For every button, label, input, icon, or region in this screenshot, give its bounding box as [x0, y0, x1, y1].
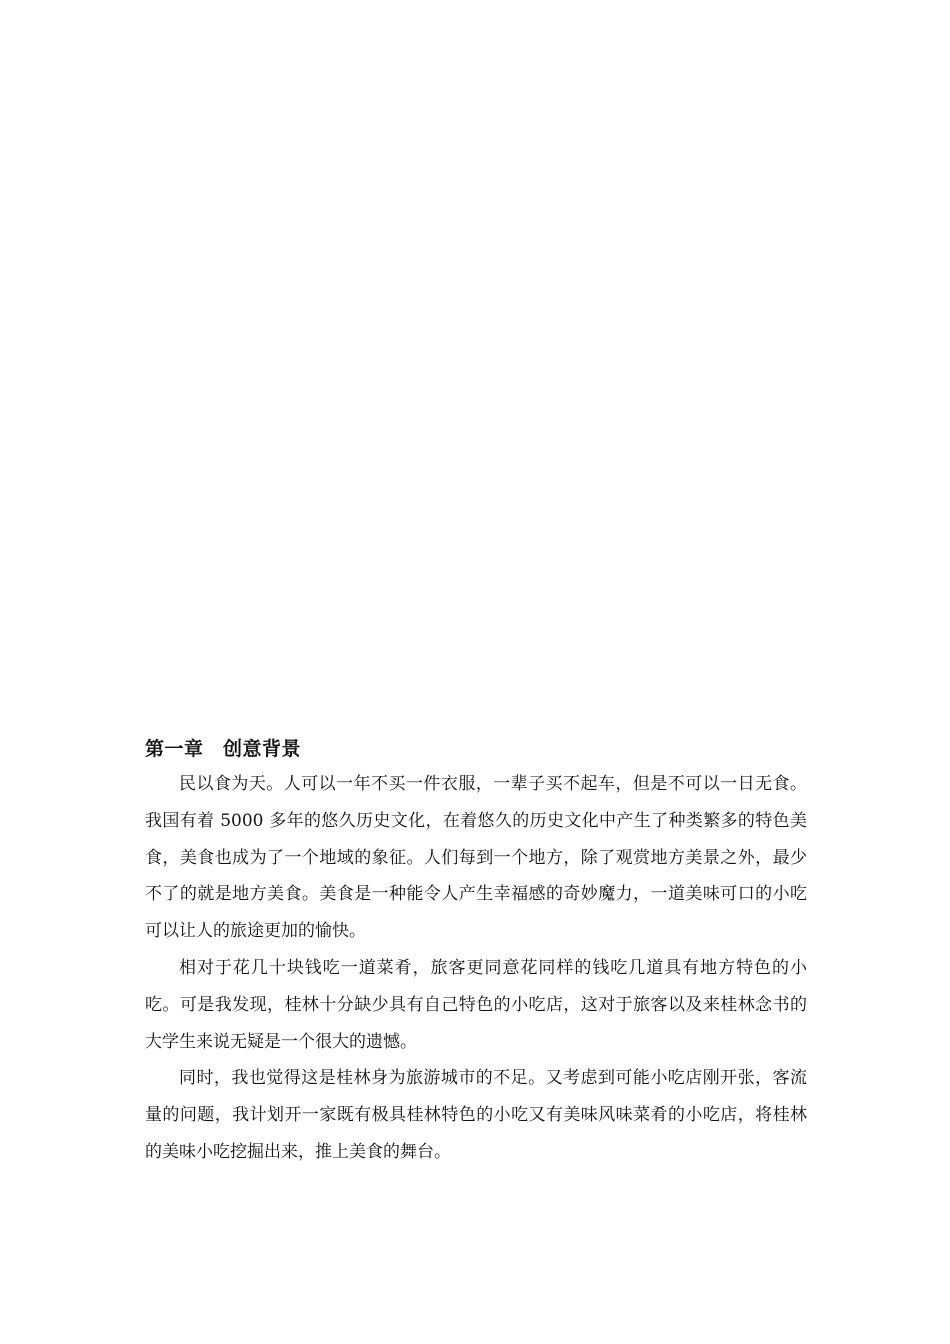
paragraph-1: 民以食为天。人可以一年不买一件衣服，一辈子买不起车，但是不可以一日无食。我国有着 5000 多年的悠久历史文化，在着悠久的历史文化中产生了种类繁多的特色美食，美食也成为了一个地域的象征。人们每到一个地方，除了观赏地方美景之外，最少不了的就是地方美食。美食是一种能令人产生幸福感的奇妙魔力，一道美味可口的小吃可以让人的旅途更加的愉快。 — [145, 774, 807, 942]
paragraph-3: 同时，我也觉得这是桂林身为旅游城市的不足。又考虑到可能小吃店刚开张，客流量的问题，我计划开一家既有极具桂林特色的小吃又有美味风味菜肴的小吃店，将桂林的美味小吃挖掘出来，推上美食的舞台。 — [145, 1068, 807, 1162]
chapter-title: 第一章 创意背景 — [145, 738, 302, 760]
chapter-section — [145, 734, 807, 1171]
paragraph-2: 相对于花几十块钱吃一道菜肴，旅客更同意花同样的钱吃几道具有地方特色的小吃。可是我发现，桂林十分缺少具有自己特色的小吃店，这对于旅客以及来桂林念书的大学生来说无疑是一个很大的遗憾。 — [145, 957, 807, 1052]
